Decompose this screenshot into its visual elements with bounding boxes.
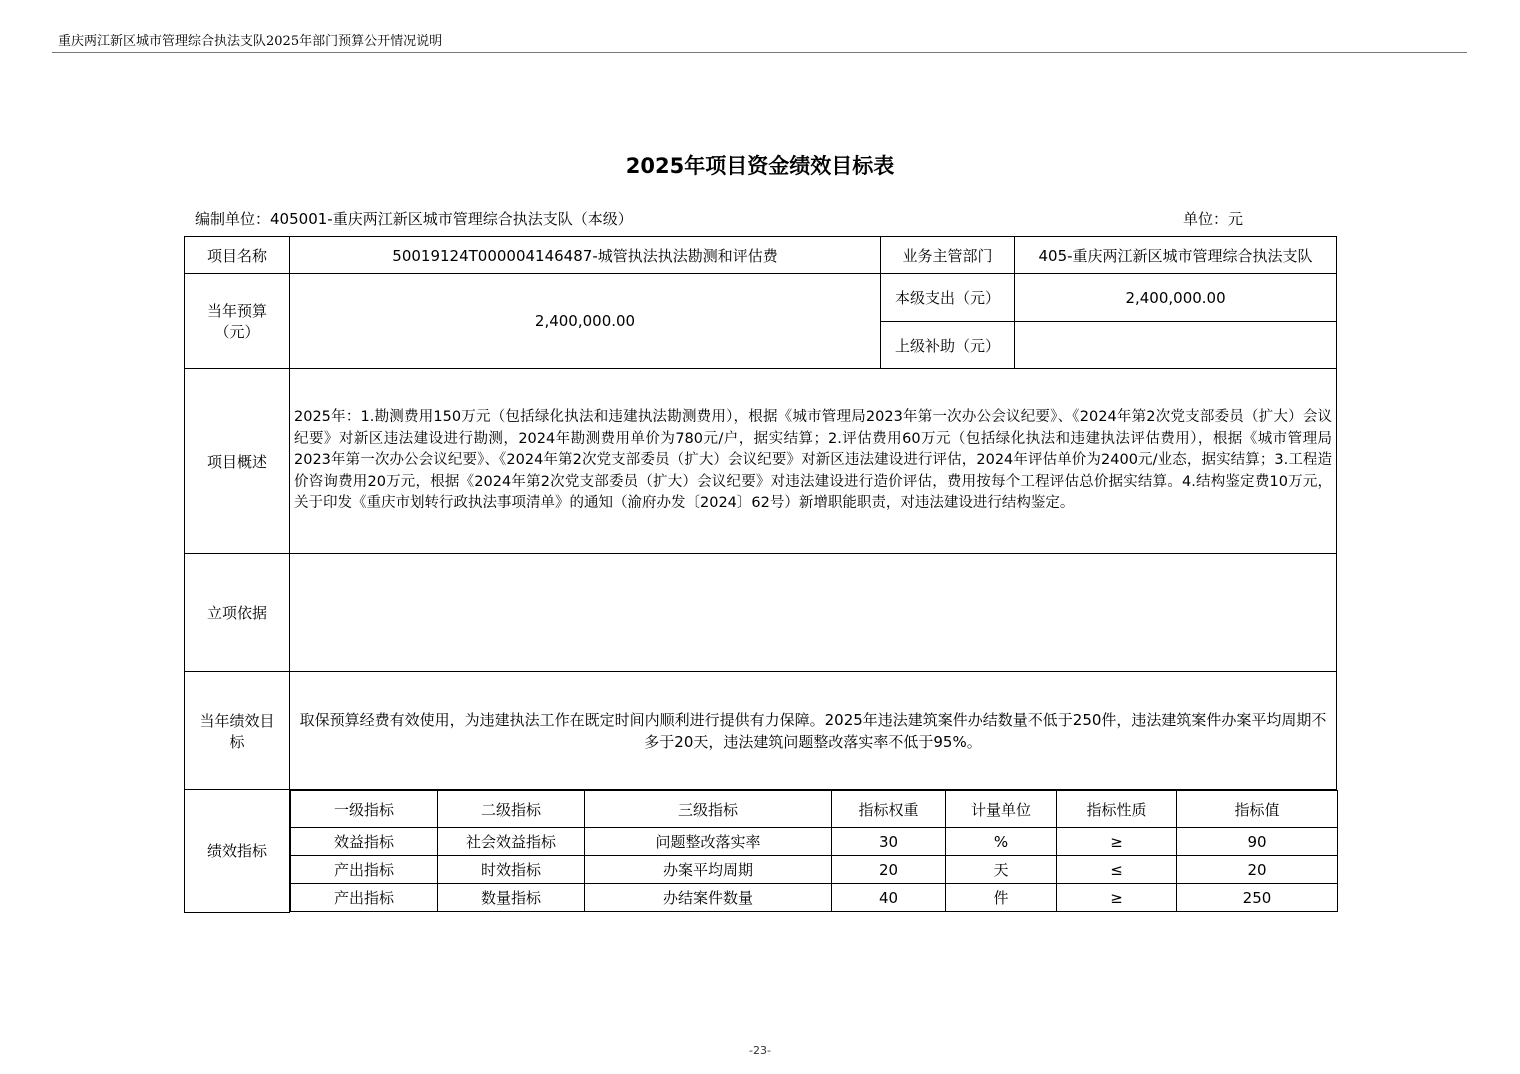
indicator-nature: ≥ <box>1057 884 1177 912</box>
indicator-level1: 产出指标 <box>291 884 438 912</box>
indicator-value: 250 <box>1177 884 1338 912</box>
upper-subsidy-label: 上级补助（元） <box>881 322 1015 369</box>
indicator-level1: 产出指标 <box>291 856 438 884</box>
header-level2: 二级指标 <box>438 791 585 828</box>
indicator-header-row <box>291 791 1338 828</box>
upper-subsidy-value <box>1015 322 1337 369</box>
indicator-value: 90 <box>1177 828 1338 856</box>
page-number: -23- <box>749 1044 771 1057</box>
indicator-level2: 社会效益指标 <box>438 828 585 856</box>
basis-value <box>290 554 1337 672</box>
own-expense-value: 2,400,000.00 <box>1015 274 1337 322</box>
indicator-weight: 30 <box>832 828 946 856</box>
dept-label: 业务主管部门 <box>881 237 1015 274</box>
indicator-unit: 件 <box>946 884 1057 912</box>
indicator-unit: % <box>946 828 1057 856</box>
project-name-label: 项目名称 <box>185 237 290 274</box>
indicator-level2: 时效指标 <box>438 856 585 884</box>
indicator-weight: 40 <box>832 884 946 912</box>
header-nature: 指标性质 <box>1057 791 1177 828</box>
table-row <box>291 856 1338 884</box>
table-row <box>291 828 1338 856</box>
compiling-unit <box>195 208 633 229</box>
indicator-nature: ≥ <box>1057 828 1177 856</box>
compiling-unit-value: 405001-重庆两江新区城市管理综合执法支队（本级） <box>270 210 633 228</box>
indicator-level3: 办案平均周期 <box>585 856 832 884</box>
header-value: 指标值 <box>1177 791 1338 828</box>
goal-label: 当年绩效目标 <box>185 672 290 790</box>
budget-label: 当年预算（元） <box>185 274 290 369</box>
overview-value: 2025年：1.勘测费用150万元（包括绿化执法和违建执法勘测费用），根据《城市管理局2023年第一次办公会议纪要》、《2024年第2次党支部委员（扩大）会议纪要》对新区违法建设进行勘测，2024年勘测费用单价为780元/户，据实结算；2.评估费用60万元（包括绿化执法和违建执法评估费用），根据《城市管理局2023年第一次办公会议纪要》、《2024年第2次党支部委员（扩大）会议纪要》对新区违法建设进行评估，2024年评估单价为2400元/业态，据实结算；3.工程造价咨询费用20万元，根据《2024年第2次党支部委员（扩大）会议纪要》对违法建设进行造价评估，费用按每个工程评估总价据实结算。4.结构鉴定费10万元，关于印发《重庆市划转行政执法事项清单》的通知（渝府办发〔2024〕62号）新增职能职责，对违法建设进行结构鉴定。 <box>290 369 1337 554</box>
basis-label: 立项依据 <box>185 554 290 672</box>
table-row <box>291 884 1338 912</box>
indicator-level3: 办结案件数量 <box>585 884 832 912</box>
project-name-value: 50019124T000004146487-城管执法执法勘测和评估费 <box>290 237 881 274</box>
indicator-unit: 天 <box>946 856 1057 884</box>
header-divider <box>52 52 1467 53</box>
page-title: 2025年项目资金绩效目标表 <box>625 154 895 178</box>
overview-label: 项目概述 <box>185 369 290 554</box>
compiling-unit-label: 编制单位： <box>195 210 271 228</box>
currency-unit: 单位：元 <box>1183 210 1244 228</box>
indicator-level1: 效益指标 <box>291 828 438 856</box>
header-level1: 一级指标 <box>291 791 438 828</box>
indicators-table <box>290 790 1338 912</box>
indicator-level3: 问题整改落实率 <box>585 828 832 856</box>
header-unit: 计量单位 <box>946 791 1057 828</box>
page-header: 重庆两江新区城市管理综合执法支队2025年部门预算公开情况说明 <box>58 34 443 49</box>
performance-table <box>184 236 1337 913</box>
own-expense-label: 本级支出（元） <box>881 274 1015 322</box>
indicator-value: 20 <box>1177 856 1338 884</box>
goal-value: 取保预算经费有效使用，为违建执法工作在既定时间内顺利进行提供有力保障。2025年违法建筑案件办结数量不低于250件，违法建筑案件办案平均周期不多于20天，违法建筑问题整改落实率不低于95%。 <box>290 672 1337 790</box>
header-level3: 三级指标 <box>585 791 832 828</box>
header-weight: 指标权重 <box>832 791 946 828</box>
dept-value: 405-重庆两江新区城市管理综合执法支队 <box>1015 237 1337 274</box>
indicator-nature: ≤ <box>1057 856 1177 884</box>
budget-value: 2,400,000.00 <box>290 274 881 369</box>
indicators-label: 绩效指标 <box>185 790 290 913</box>
indicator-weight: 20 <box>832 856 946 884</box>
indicator-level2: 数量指标 <box>438 884 585 912</box>
